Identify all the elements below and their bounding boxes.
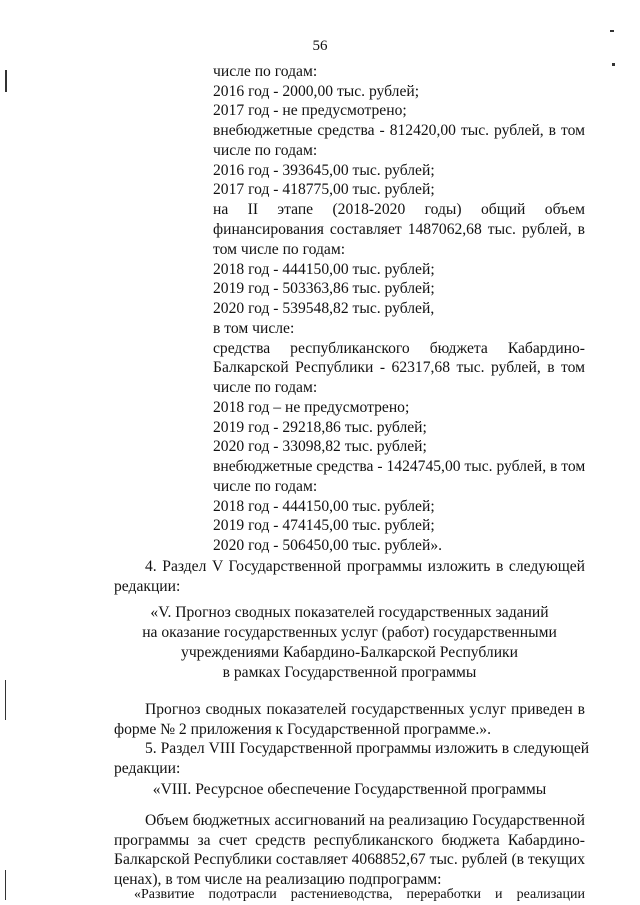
text-line: 2019 год - 29218,86 тыс. рублей; xyxy=(213,419,427,436)
text-line: 2019 год - 503363,86 тыс. рублей; xyxy=(213,280,435,297)
text-line: 2018 год – не предусмотрено; xyxy=(213,399,410,416)
text-line: 5. Раздел VIII Государственной программы изложить в следующей xyxy=(145,740,590,757)
section-heading-line: «VIII. Ресурсное обеспечение Государственной программы xyxy=(152,781,547,798)
text-line: Прогноз сводных показателей государственных услуг приведен в xyxy=(145,701,585,718)
text-line: в том числе: xyxy=(213,320,295,337)
scan-artifact-mark xyxy=(5,870,6,900)
text-line: внебюджетные средства - 812420,00 тыс. рублей, в том xyxy=(213,122,585,139)
text-line: Объем бюджетных ассигнований на реализацию Государственной xyxy=(145,812,585,829)
text-line: 4. Раздел V Государственной программы изложить в следующей xyxy=(145,558,585,575)
text-line: 2016 год - 2000,00 тыс. рублей; xyxy=(213,83,420,100)
text-line: форме № 2 приложения к Государственной программе.». xyxy=(114,721,491,738)
page-number: 56 xyxy=(312,38,328,54)
text-line: Балкарской Республики составляет 4068852,67 тыс. рублей (в текущих xyxy=(114,851,585,868)
text-line: ценах), в том числе на реализацию подпрограмм: xyxy=(114,871,442,888)
section-heading-line: на оказание государственных услуг (работ) государственными xyxy=(142,624,557,641)
text-line: 2016 год - 393645,00 тыс. рублей; xyxy=(213,162,435,179)
text-line: числе по годам: xyxy=(213,379,318,396)
scan-artifact-mark xyxy=(610,30,614,32)
text-line: числе по годам: xyxy=(213,63,318,80)
section-heading-line: учреждениями Кабардино-Балкарской Республики xyxy=(181,644,518,661)
text-line: 2018 год - 444150,00 тыс. рублей; xyxy=(213,261,435,278)
text-line: «Развитие подотрасли растениеводства, переработки и реализации xyxy=(134,887,585,902)
scan-artifact-mark xyxy=(5,680,6,720)
text-line: на II этапе (2018-2020 годы) общий объем xyxy=(213,201,585,218)
text-line: 2020 год - 506450,00 тыс. рублей». xyxy=(213,537,443,554)
text-line: Балкарской Республики - 62317,68 тыс. рублей, в том xyxy=(213,359,585,376)
text-line: числе по годам: xyxy=(213,142,318,159)
scan-artifact-mark xyxy=(612,63,615,66)
text-line: 2017 год - не предусмотрено; xyxy=(213,102,407,119)
text-line: 2020 год - 33098,82 тыс. рублей; xyxy=(213,438,427,455)
text-line: 2017 год - 418775,00 тыс. рублей; xyxy=(213,181,435,198)
text-line: 2020 год - 539548,82 тыс. рублей, xyxy=(213,300,435,317)
text-line: числе по годам: xyxy=(213,478,318,495)
scan-artifact-mark xyxy=(5,70,7,92)
text-line: том числе по годам: xyxy=(213,241,346,258)
text-line: 2018 год - 444150,00 тыс. рублей; xyxy=(213,498,435,515)
text-line: внебюджетные средства - 1424745,00 тыс. рублей, в том xyxy=(213,458,586,475)
text-line: 2019 год - 474145,00 тыс. рублей; xyxy=(213,517,435,534)
text-line: средства республиканского бюджета Кабардино- xyxy=(213,340,585,357)
text-line: программы за счет средств республиканского бюджета Кабардино- xyxy=(114,832,585,849)
section-heading-line: «V. Прогноз сводных показателей государственных заданий xyxy=(150,604,549,621)
text-line: редакции: xyxy=(114,760,181,777)
text-line: финансирования составляет 1487062,68 тыс. рублей, в xyxy=(213,221,585,238)
text-line: редакции: xyxy=(114,578,181,595)
section-heading-line: в рамках Государственной программы xyxy=(222,664,477,681)
